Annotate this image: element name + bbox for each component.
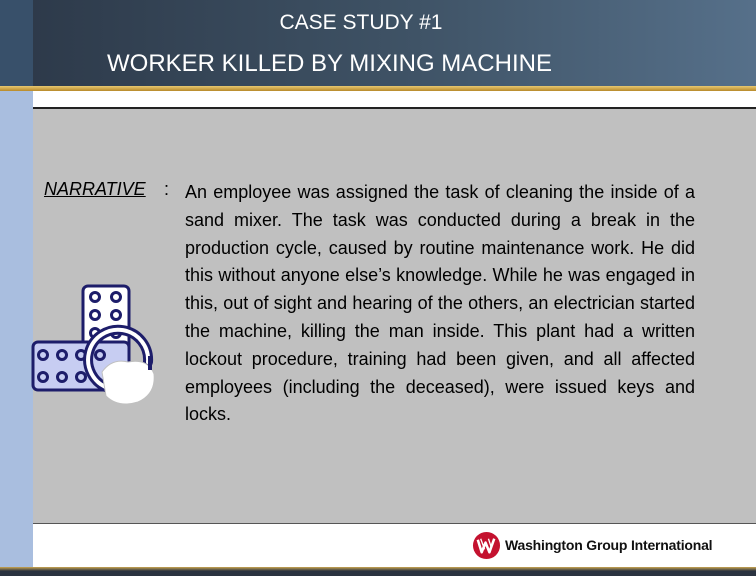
lockout-tags-and-lock-icon	[30, 284, 156, 410]
washington-group-logo-icon	[472, 531, 501, 560]
narrative-colon: :	[164, 179, 170, 199]
left-accent-strip	[0, 91, 33, 567]
case-study-label: CASE STUDY #1	[279, 11, 443, 34]
narrative-label: NARRATIVE	[44, 179, 146, 199]
company-logo	[472, 531, 732, 561]
company-name: Washington Group International	[505, 537, 713, 553]
page-title: WORKER KILLED BY MIXING MACHINE	[107, 50, 552, 77]
narrative-text: An employee was assigned the task of cleaning the inside of a sand mixer. The task was conducted during a break in the production cycle, caused by routine maintenance work. He did this without anyone else’s knowledge. While he was engaged in this, out of sight and hearing of the others, an electrician started the machine, killing the man inside. This plant had a written lockout procedure, training had been given, and all affected employees (including the deceased), were issued keys and locks.	[185, 182, 695, 425]
top-white-band	[33, 91, 756, 108]
bottom-bar	[0, 567, 756, 576]
